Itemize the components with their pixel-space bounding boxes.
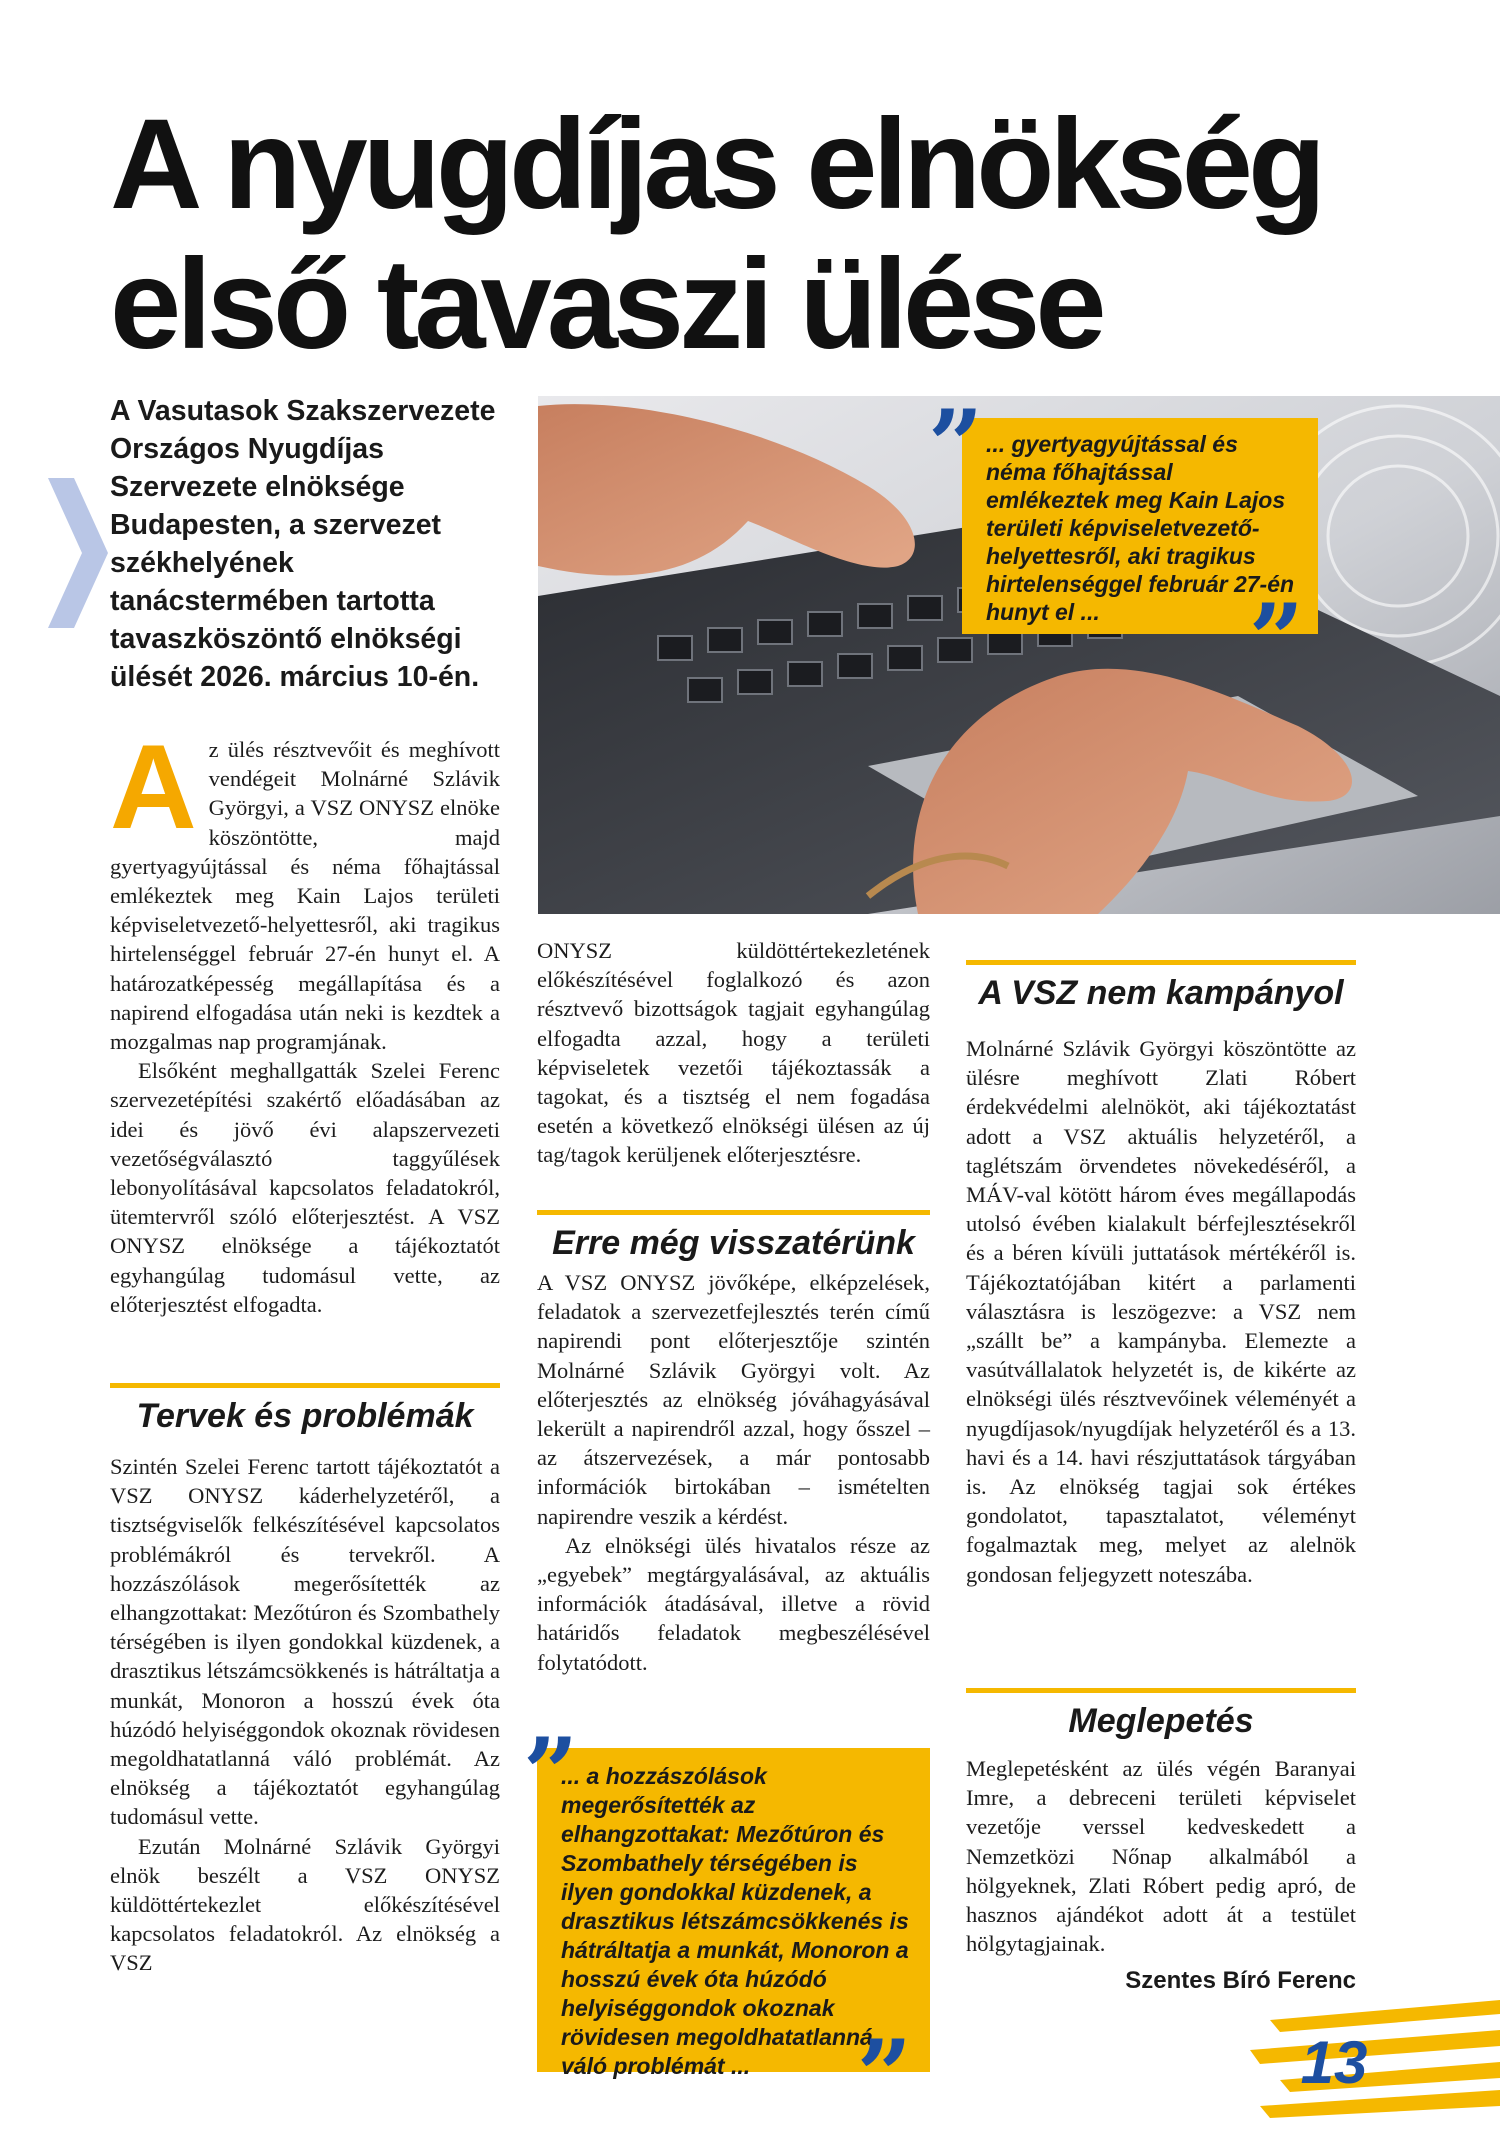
section3-paragraph-1: Molnárné Szlávik Györgyi köszöntötte az ülésre meghívott Zlati Róbert érdekvédelmi alelnököt, aki tájékoztatást adott a VSZ aktuális helyzetéről, a taglétszám örvendetes növekedéséről, a MÁV-val kötött három éves megállapodás utolsó évében kialakult bérfejlesztésekről és a béren kívüli juttatások mértékéről is. Tájékoztatójában kitért a parlamenti választásra is leszögezve: a VSZ nem „szállt be” a kampányba. Elemezte a vasútvállalatok helyzetét is, de kikérte az elnökségi ülés résztvevőinek véleményét a nyugdíjasok/nyugdíjak helyzetéről és a 13. havi és a 14. havi részjuttatások tárgyában is. Az elnökség tagjai sok értékes gondolatot, tapasztalatot, véleményt fogalmaztak meg, melyet az alelnök gondosan feljegyzett noteszába.: [966, 1036, 1356, 1587]
pull-quote-1: [928, 389, 1318, 696]
paragraph-2: Elsőként meghallgatták Szelei Ferenc szervezetépítési szakértő előadásában az idei és jövő évi alapszervezeti vezetőségválasztó taggyűlések lebonyolításával kapcsolatos feladatokról, ütemtervről szóló előterjesztést. A VSZ ONYSZ elnöksége a tájékoztatót egyhangúlag tudomásul vette, az előterjesztést elfogadta.: [110, 1058, 500, 1317]
quote-open-icon: ”: [523, 1717, 579, 1830]
section4-body: [966, 1754, 1356, 1958]
pull-quote-2: [523, 1717, 930, 2132]
section2-paragraph-2: Az elnökségi ülés hivatalos része az „egyebek” megtárgyalásával, az aktuális információk átadásával, illetve a rövid határidős feladatok megbeszélésével folytatódott.: [537, 1532, 930, 1675]
quote-close-icon: ”: [856, 2019, 912, 2132]
title-line-1: A nyugdíjas elnökség: [110, 93, 1322, 236]
section2-paragraph-1: A VSZ ONYSZ jövőképe, elképzelések, feladatok a szervezetfejlesztés terén című napirendi pont előterjesztője szintén Molnárné Szlávik Györgyi volt. Az előterjesztés az elnökség jóváhagyásával lekerült a napirendről azzal, hogy ősszel – az átszervezések, a már pontosabb információk birtokában – ismételten napirendre veszik a kérdést.: [537, 1270, 930, 1529]
section3-body: [966, 1034, 1356, 1589]
section2-body: [537, 1268, 930, 1677]
author-byline: Szentes Bíró Ferenc: [1125, 1967, 1356, 1994]
column2-top-paragraph: ONYSZ küldöttértekezletének előkészítésével foglalkozó és azon résztvevő bizottságok tagjait egyhangúlag elfogadta azzal, hogy a területi képviseletek vezetői tájékoztassák a tagokat, és a tisztség el nem fogadása esetén a következő elnökségi ülésen az új tag/tagok kerüljenek előterjesztésre.: [537, 938, 930, 1168]
section1-paragraph-2: Ezután Molnárné Szlávik Györgyi elnök beszélt a VSZ ONYSZ küldöttértekezlet előkészítésével kapcsolatos feladatokról. Az elnökség a VSZ: [110, 1833, 500, 1976]
article-title: [110, 95, 1410, 375]
subheading-erre: Erre még visszatérünk: [537, 1210, 930, 1265]
section1-paragraph-1: Szintén Szelei Ferenc tartott tájékoztatót a VSZ ONYSZ káderhelyzetéről, a tisztségviselők felkészítésével kapcsolatos problémákról és tervekről. A hozzászólások megerősítették az elhangzottakat: Mezőtúron és Szombathely térségében is ilyen gondokkal küzdenek, a drasztikus létszámcsökkenés is hátráltatja a munkát, Monoron a hosszú évek óta húzódó helyiséggondok okoznak rövidesen megoldhatatlanná váló problémát. Az elnökség a tájékoztatót egyhangúlag tudomásul vette.: [110, 1454, 500, 1830]
subheading-kampany: A VSZ nem kampányol: [966, 960, 1356, 1015]
subheading-tervek: Tervek és problémák: [110, 1383, 500, 1438]
column2-continuation: [537, 936, 930, 1170]
pull-quote-2-text: ... a hozzászólások megerősítették az elhangzottakat: Mezőtúron és Szombathely térségében is ilyen gondokkal küzdenek, a drasztikus létszámcsökkenés is hátráltatja a munkát, Monoron a hosszú évek óta húzódó helyiséggondok okoznak rövidesen megoldhatatlanná váló problémát ...: [561, 1763, 909, 2079]
subheading-meglepetes: Meglepetés: [966, 1688, 1356, 1743]
title-line-2: első tavaszi ülése: [110, 233, 1102, 376]
drop-cap: A: [110, 720, 197, 854]
pull-quote-1-text: ... gyertyagyújtással és néma főhajtással emlékeztek meg Kain Lajos területi képviseletvezető-helyettesről, aki tragikus hirtelenséggel február 27-én hunyt el ...: [986, 431, 1295, 625]
intro-paragraph: z ülés résztvevőit és meghívott vendégeit Molnárné Szlávik Györgyi, a VSZ ONYSZ elnöke köszöntötte, majd gyertyagyújtással és néma főhajtással emlékeztek meg Kain Lajos területi képviseletvezető-helyettesről, aki tragikus hirtelenséggel február 27-én hunyt el. A határozatképesség megállapítása és a napirend elfogadása után neki is kezdtek a mozgalmas nap programjának.: [110, 737, 500, 1055]
article-lead: A Vasutasok Szakszervezete Országos Nyugdíjas Szervezete elnöksége Budapesten, a szervezet székhelyének tanácstermében tartotta tavaszköszöntő elnökségi ülését 2026. március 10-én.: [110, 395, 496, 693]
section4-paragraph-1: Meglepetésként az ülés végén Baranyai Imre, a debreceni területi képviselet vezetője verssel kedveskedett a Nemzetközi Nőnap alkalmából a hölgyeknek, Zlati Róbert pedig apró, de hasznos ajándékot adott át a testület hölgytagjainak.: [966, 1756, 1356, 1957]
quote-close-icon: ”: [1248, 583, 1304, 696]
quote-open-icon: ”: [928, 389, 984, 502]
section1-body: [110, 1452, 500, 1978]
chevron-icon: [48, 478, 108, 628]
intro-block: [110, 720, 500, 1319]
page-number: 13: [1300, 2029, 1368, 2096]
